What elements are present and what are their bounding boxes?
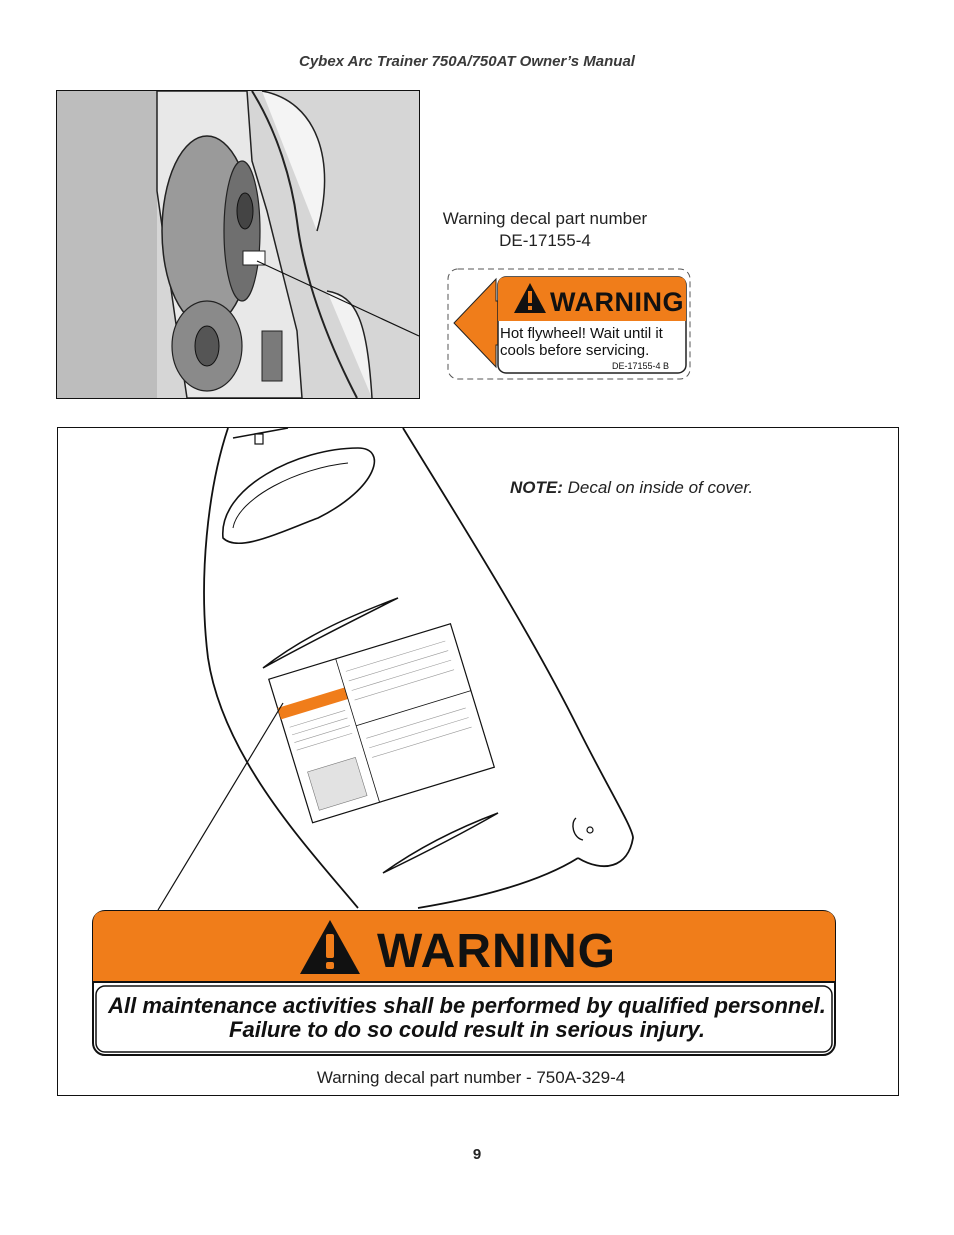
small-decal-code: DE-17155-4 B	[612, 361, 670, 371]
note-label: NOTE:	[510, 478, 563, 497]
flywheel-illustration	[56, 90, 420, 399]
cover-illustration	[57, 427, 899, 1096]
large-decal-title: WARNING	[377, 925, 616, 978]
note-body: Decal on inside of cover.	[562, 478, 754, 497]
small-decal-title: WARNING	[550, 287, 684, 317]
page-header: Cybex Arc Trainer 750A/750AT Owner’s Manual	[299, 53, 635, 70]
note-text	[510, 478, 753, 498]
decal-caption-1: Warning decal part number DE-17155-4	[442, 209, 648, 250]
large-decal-text: All maintenance activities shall be performed by qualified personnel. Failure to do so could result in serious injury.	[108, 993, 826, 1042]
decal-caption-2: Warning decal part number - 750A-329-4	[316, 1068, 626, 1087]
small-decal-text: Hot flywheel! Wait until it cools before servicing.	[500, 325, 663, 359]
page-number: 9	[472, 1146, 482, 1163]
large-warning-decal	[92, 910, 836, 1056]
